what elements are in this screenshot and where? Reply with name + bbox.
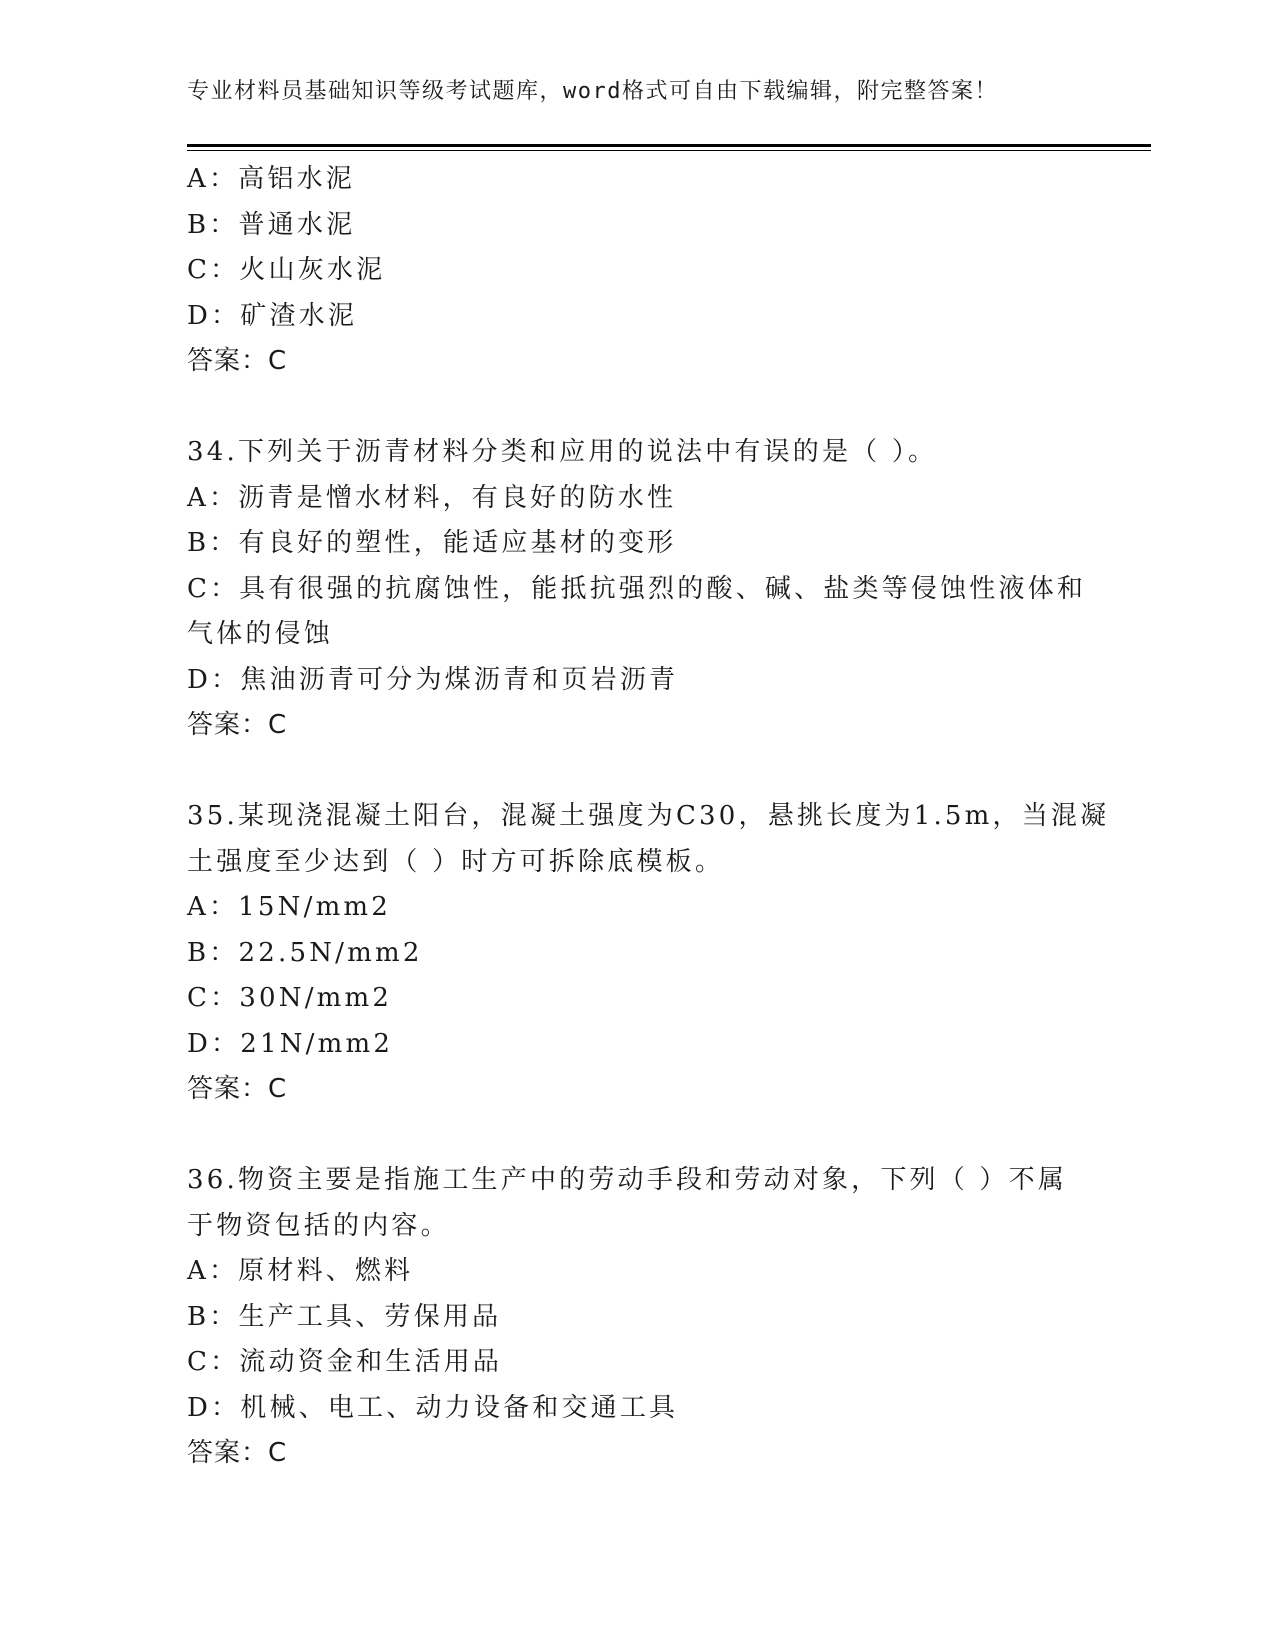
document-header: 专业材料员基础知识等级考试题库，word格式可自由下载编辑，附完整答案！ [187, 79, 998, 104]
option-b: B：有良好的塑性，能适应基材的变形 [187, 528, 677, 558]
spacer [187, 749, 1087, 795]
question-block-34 [187, 430, 1087, 749]
question-block-36 [187, 1158, 1087, 1477]
question-text: 35.某现浇混凝土阳台，混凝土强度为C30，悬挑长度为1.5m，当混凝 [187, 801, 1110, 831]
question-block-33 [187, 157, 1087, 385]
option-d: D：矿渣水泥 [187, 300, 358, 331]
answer: 答案：C [187, 710, 288, 740]
question-text: 36.物资主要是指施工生产中的劳动手段和劳动对象，下列（ ）不属 [187, 1165, 1068, 1195]
option-c-continued: 气体的侵蚀 [187, 619, 334, 649]
option-a: A：15N/mm2 [187, 892, 392, 922]
option-a: A：原材料、燃料 [187, 1256, 414, 1286]
option-d: D：机械、电工、动力设备和交通工具 [187, 1392, 679, 1423]
question-text: 34.下列关于沥青材料分类和应用的说法中有误的是（ ）。 [187, 437, 938, 467]
option-b: B：22.5N/mm2 [187, 937, 423, 968]
option-b: B：普通水泥 [187, 209, 356, 240]
option-c: C：具有很强的抗腐蚀性，能抵抗强烈的酸、碱、盐类等侵蚀性液体和 [187, 573, 1087, 604]
option-c: C：流动资金和生活用品 [187, 1347, 503, 1377]
spacer [187, 1113, 1087, 1159]
option-d: D：焦油沥青可分为煤沥青和页岩沥青 [187, 664, 679, 695]
option-d: D：21N/mm2 [187, 1028, 394, 1059]
option-c: C：火山灰水泥 [187, 255, 386, 285]
option-a: A：沥青是憎水材料，有良好的防水性 [187, 482, 677, 513]
header-rule-thin [187, 150, 1151, 151]
option-b: B：生产工具、劳保用品 [187, 1301, 502, 1332]
answer: 答案：C [187, 346, 288, 376]
option-c: C：30N/mm2 [187, 983, 393, 1013]
option-a: A：高铝水泥 [187, 164, 355, 194]
question-text-continued: 土强度至少达到（ ）时方可拆除底模板。 [187, 846, 725, 877]
answer: 答案：C [187, 1074, 288, 1104]
question-content [187, 157, 1110, 1477]
header-rule-thick [187, 144, 1151, 147]
answer: 答案：C [187, 1438, 288, 1468]
question-block-35 [187, 794, 1110, 1113]
spacer [187, 385, 1087, 431]
question-text-continued: 于物资包括的内容。 [187, 1210, 450, 1241]
